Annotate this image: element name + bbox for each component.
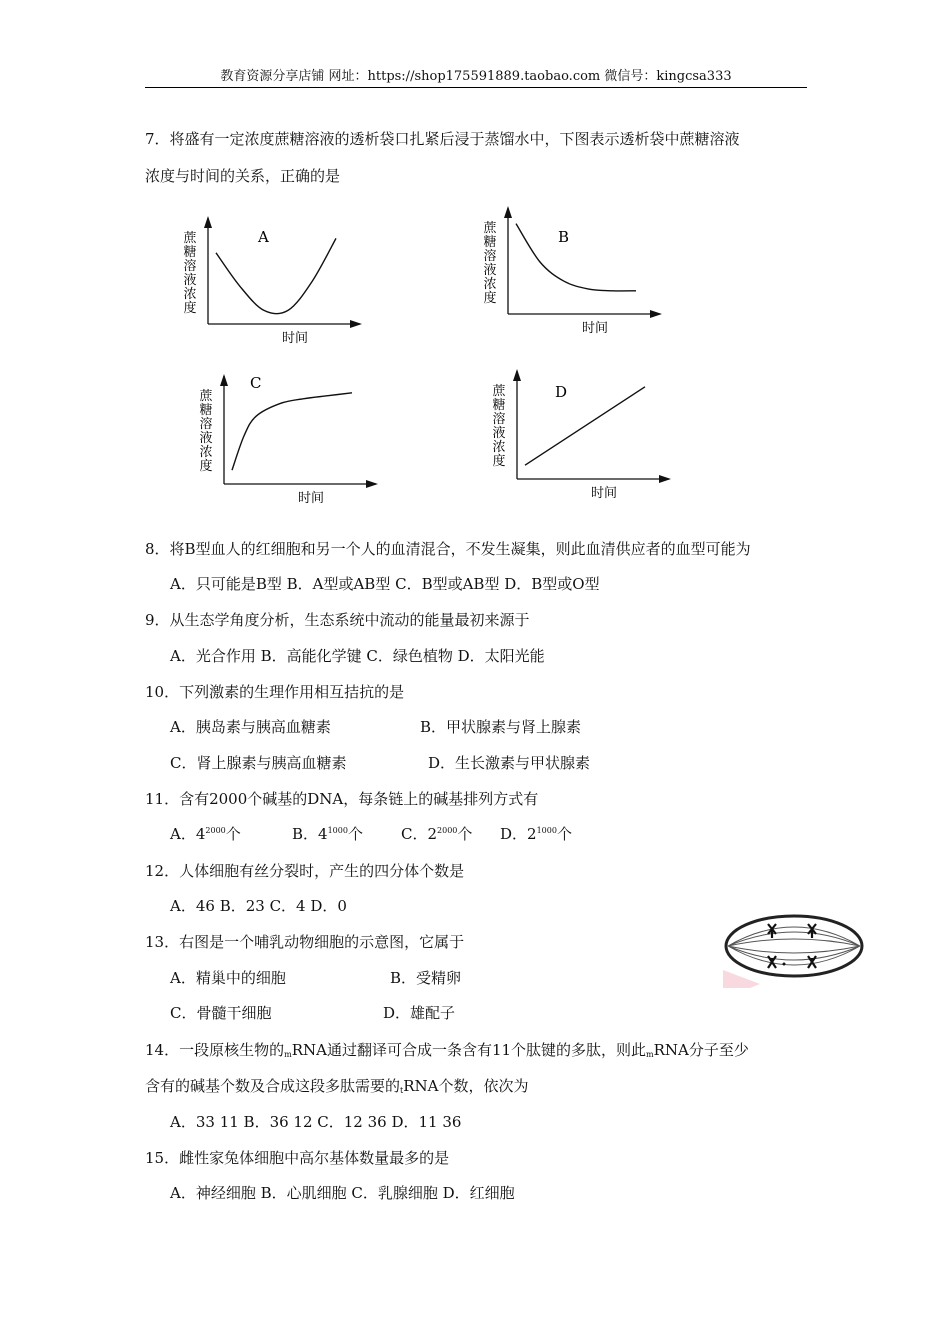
panel-label: B — [558, 228, 570, 246]
y-axis-label-char: 液 — [492, 426, 506, 441]
y-axis-label-char: 蔗 — [483, 221, 497, 236]
q11-option-a: A．$4^{2000}$个 — [170, 825, 241, 843]
panel-label: D — [555, 383, 568, 401]
cell-division-figure — [720, 912, 870, 992]
x-axis-arrow — [350, 320, 362, 328]
q13-option-c: C．骨髓干细胞 — [170, 1004, 272, 1022]
q7-stem-line2: 浓度与时间的关系，正确的是 — [145, 167, 341, 185]
q13-stem: 13．右图是一个哺乳动物细胞的示意图，它属于 — [145, 933, 465, 951]
y-axis-label-char: 蔗 — [492, 384, 506, 399]
q10-option-d: D．生长激素与甲状腺素 — [428, 754, 591, 772]
q15-stem: 15．雌性家兔体细胞中高尔基体数量最多的是 — [145, 1149, 450, 1167]
chromosome-dot — [783, 963, 786, 966]
y-axis-label-char: 蔗 — [199, 389, 213, 404]
concentration-curve — [525, 387, 645, 465]
x-axis-arrow — [366, 480, 378, 488]
x-axis-label: 时间 — [590, 486, 618, 501]
q8-options: A．只可能是B型 B．A型或AB型 C．B型或AB型 D．B型或O型 — [170, 575, 600, 593]
y-axis-label-char: 液 — [483, 263, 497, 278]
y-axis-label-char: 度 — [199, 459, 213, 474]
q14-options: A．33 11 B．36 12 C．12 36 D．11 36 — [170, 1113, 462, 1131]
chromosome — [768, 924, 816, 968]
page-header: 教育资源分享店铺 网址：https://shop175591889.taobao.com 微信号：kingcsa333 — [145, 65, 807, 88]
y-axis-label-char: 蔗 — [183, 231, 197, 246]
q11-option-b: B．$4^{1000}$个 — [292, 825, 363, 843]
y-axis-arrow — [504, 206, 512, 218]
q13-option-d: D．雄配子 — [383, 1004, 456, 1022]
y-axis-label-char: 浓 — [199, 445, 213, 460]
q10-stem: 10．下列激素的生理作用相互拮抗的是 — [145, 683, 405, 701]
q11-stem: 11．含有2000个碱基的DNA，每条链上的碱基排列方式有 — [145, 790, 539, 808]
spindle-fibers — [728, 927, 860, 965]
figure-pink-smudge — [723, 970, 760, 988]
x-axis-arrow — [650, 310, 662, 318]
y-axis-label-char: 溶 — [183, 259, 197, 274]
y-axis-label-char: 糖 — [183, 245, 197, 260]
y-axis-label-char: 溶 — [483, 249, 497, 264]
x-axis-label: 时间 — [297, 491, 325, 506]
q11-option-c: C．$2^{2000}$个 — [401, 825, 473, 843]
y-axis-label-char: 度 — [483, 291, 497, 306]
q9-stem: 9．从生态学角度分析，生态系统中流动的能量最初来源于 — [145, 611, 530, 629]
q9-options: A．光合作用 B．高能化学键 C．绿色植物 D．太阳光能 — [170, 647, 545, 665]
y-axis-label-char: 溶 — [199, 417, 213, 432]
q11-option-d: D．$2^{1000}$个 — [500, 825, 572, 843]
q7-stem-line1: 7．将盛有一定浓度蔗糖溶液的透析袋口扎紧后浸于蒸馏水中，下图表示透析袋中蔗糖溶液 — [145, 130, 740, 148]
y-axis-label-char: 度 — [492, 454, 506, 469]
panel-label: C — [250, 374, 262, 392]
q12-stem: 12．人体细胞有丝分裂时，产生的四分体个数是 — [145, 862, 465, 880]
concentration-curve — [516, 224, 636, 291]
q10-option-b: B．甲状腺素与肾上腺素 — [420, 718, 582, 736]
y-axis-label-char: 糖 — [483, 235, 497, 250]
cell-membrane — [726, 916, 862, 976]
q12-options: A．46 B．23 C．4 D．0 — [170, 897, 347, 915]
y-axis-label-char: 浓 — [492, 440, 506, 455]
chart-a — [180, 210, 370, 345]
y-axis-label-char: 浓 — [483, 277, 497, 292]
y-axis-arrow — [204, 216, 212, 228]
panel-label: A — [258, 228, 269, 246]
y-axis-label-char: 度 — [183, 301, 197, 316]
q8-stem: 8．将B型血人的红细胞和另一个人的血清混合，不发生凝集，则此血清供应者的血型可能为 — [145, 540, 751, 558]
y-axis-label-char: 液 — [183, 273, 197, 288]
y-axis-label-char: 溶 — [492, 412, 506, 427]
x-axis-arrow — [659, 475, 671, 483]
q13-option-a: A．精巢中的细胞 — [170, 969, 286, 987]
y-axis-label-char: 浓 — [183, 287, 197, 302]
concentration-curve — [232, 393, 352, 470]
y-axis-label-char: 液 — [199, 431, 213, 446]
q14-stem-line1: 14．一段原核生物的$_m$RNA通过翻译可合成一条含有11个肽键的多肽，则此$_m$RNA分子至少 — [145, 1041, 749, 1059]
q13-option-b: B．受精卵 — [390, 969, 462, 987]
q15-options: A．神经细胞 B．心肌细胞 C．乳腺细胞 D．红细胞 — [170, 1184, 515, 1202]
q10-option-a: A．胰岛素与胰高血糖素 — [170, 718, 331, 736]
chart-c — [197, 370, 387, 505]
x-axis-label: 时间 — [281, 331, 309, 346]
q14-stem-line2: 含有的碱基个数及合成这段多肽需要的$_t$RNA个数，依次为 — [145, 1077, 529, 1095]
y-axis-arrow — [513, 369, 521, 381]
concentration-curve — [216, 238, 336, 313]
y-axis-arrow — [220, 374, 228, 386]
q10-option-c: C．肾上腺素与胰高血糖素 — [170, 754, 347, 772]
y-axis-label-char: 糖 — [492, 398, 506, 413]
chart-d — [490, 365, 680, 500]
x-axis-label: 时间 — [581, 321, 609, 336]
y-axis-label-char: 糖 — [199, 403, 213, 418]
chart-b — [483, 200, 673, 335]
